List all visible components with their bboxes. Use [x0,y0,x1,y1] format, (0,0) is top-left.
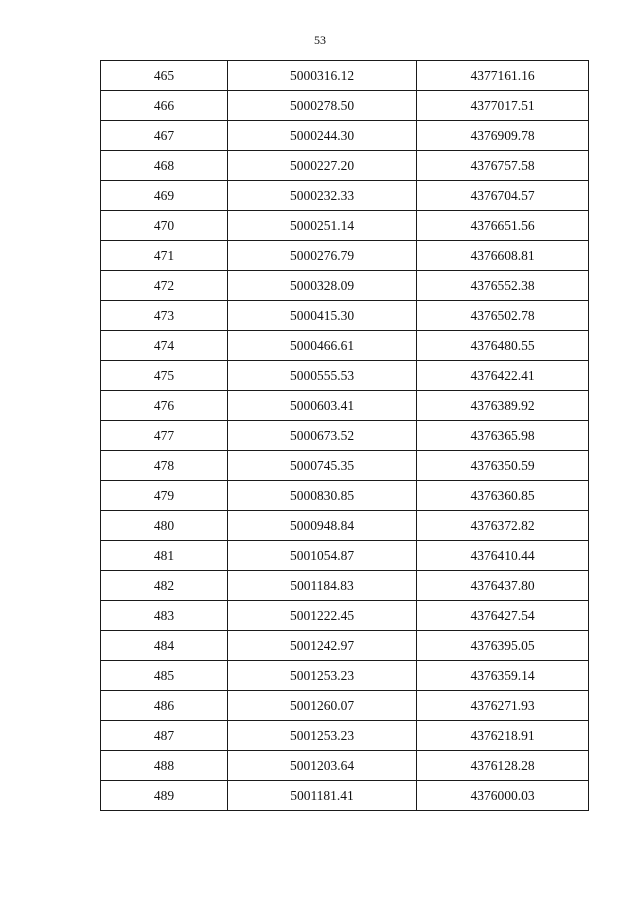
x-coordinate-cell: 5000244.30 [228,121,417,151]
point-number-cell: 473 [101,301,228,331]
y-coordinate-cell: 4376218.91 [417,721,589,751]
x-coordinate-cell: 5000466.61 [228,331,417,361]
table-row [101,751,589,781]
table-row [101,91,589,121]
x-coordinate-cell: 5000830.85 [228,481,417,511]
point-number-cell: 481 [101,541,228,571]
x-coordinate-cell: 5000251.14 [228,211,417,241]
point-number-cell: 466 [101,91,228,121]
coordinates-table-body [101,61,589,811]
x-coordinate-cell: 5001054.87 [228,541,417,571]
x-coordinate-cell: 5000673.52 [228,421,417,451]
x-coordinate-cell: 5000316.12 [228,61,417,91]
x-coordinate-cell: 5000278.50 [228,91,417,121]
y-coordinate-cell: 4376909.78 [417,121,589,151]
y-coordinate-cell: 4376389.92 [417,391,589,421]
x-coordinate-cell: 5001242.97 [228,631,417,661]
point-number-cell: 476 [101,391,228,421]
y-coordinate-cell: 4376437.80 [417,571,589,601]
y-coordinate-cell: 4376480.55 [417,331,589,361]
table-row [101,181,589,211]
table-row [101,391,589,421]
x-coordinate-cell: 5001253.23 [228,661,417,691]
point-number-cell: 469 [101,181,228,211]
point-number-cell: 479 [101,481,228,511]
x-coordinate-cell: 5000227.20 [228,151,417,181]
x-coordinate-cell: 5001184.83 [228,571,417,601]
table-row [101,271,589,301]
point-number-cell: 470 [101,211,228,241]
table-row [101,601,589,631]
x-coordinate-cell: 5000948.84 [228,511,417,541]
x-coordinate-cell: 5001203.64 [228,751,417,781]
table-row [101,541,589,571]
point-number-cell: 471 [101,241,228,271]
coordinates-table [100,60,589,811]
point-number-cell: 475 [101,361,228,391]
y-coordinate-cell: 4376365.98 [417,421,589,451]
point-number-cell: 483 [101,601,228,631]
page-number: 53 [314,33,326,47]
point-number-cell: 465 [101,61,228,91]
point-number-cell: 477 [101,421,228,451]
point-number-cell: 484 [101,631,228,661]
y-coordinate-cell: 4376359.14 [417,661,589,691]
point-number-cell: 468 [101,151,228,181]
y-coordinate-cell: 4376410.44 [417,541,589,571]
x-coordinate-cell: 5000745.35 [228,451,417,481]
table-row [101,451,589,481]
point-number-cell: 478 [101,451,228,481]
y-coordinate-cell: 4376502.78 [417,301,589,331]
table-row [101,301,589,331]
y-coordinate-cell: 4376000.03 [417,781,589,811]
table-row [101,211,589,241]
x-coordinate-cell: 5000555.53 [228,361,417,391]
y-coordinate-cell: 4376757.58 [417,151,589,181]
table-row [101,121,589,151]
table-row [101,661,589,691]
x-coordinate-cell: 5001260.07 [228,691,417,721]
table-row [101,241,589,271]
table-row [101,361,589,391]
x-coordinate-cell: 5000328.09 [228,271,417,301]
x-coordinate-cell: 5001222.45 [228,601,417,631]
y-coordinate-cell: 4376422.41 [417,361,589,391]
point-number-cell: 488 [101,751,228,781]
table-row [101,631,589,661]
y-coordinate-cell: 4376350.59 [417,451,589,481]
point-number-cell: 474 [101,331,228,361]
x-coordinate-cell: 5001253.23 [228,721,417,751]
table-row [101,571,589,601]
table-row [101,511,589,541]
y-coordinate-cell: 4376395.05 [417,631,589,661]
point-number-cell: 487 [101,721,228,751]
y-coordinate-cell: 4376427.54 [417,601,589,631]
table-row [101,781,589,811]
y-coordinate-cell: 4376651.56 [417,211,589,241]
y-coordinate-cell: 4376372.82 [417,511,589,541]
point-number-cell: 489 [101,781,228,811]
table-row [101,421,589,451]
y-coordinate-cell: 4376271.93 [417,691,589,721]
y-coordinate-cell: 4376704.57 [417,181,589,211]
table-row [101,691,589,721]
y-coordinate-cell: 4377017.51 [417,91,589,121]
y-coordinate-cell: 4376360.85 [417,481,589,511]
point-number-cell: 467 [101,121,228,151]
point-number-cell: 472 [101,271,228,301]
table-row [101,721,589,751]
point-number-cell: 486 [101,691,228,721]
point-number-cell: 485 [101,661,228,691]
y-coordinate-cell: 4377161.16 [417,61,589,91]
x-coordinate-cell: 5000603.41 [228,391,417,421]
table-row [101,61,589,91]
table-row [101,331,589,361]
point-number-cell: 480 [101,511,228,541]
y-coordinate-cell: 4376128.28 [417,751,589,781]
x-coordinate-cell: 5000415.30 [228,301,417,331]
x-coordinate-cell: 5001181.41 [228,781,417,811]
x-coordinate-cell: 5000276.79 [228,241,417,271]
table-row [101,151,589,181]
table-row [101,481,589,511]
x-coordinate-cell: 5000232.33 [228,181,417,211]
y-coordinate-cell: 4376608.81 [417,241,589,271]
point-number-cell: 482 [101,571,228,601]
y-coordinate-cell: 4376552.38 [417,271,589,301]
